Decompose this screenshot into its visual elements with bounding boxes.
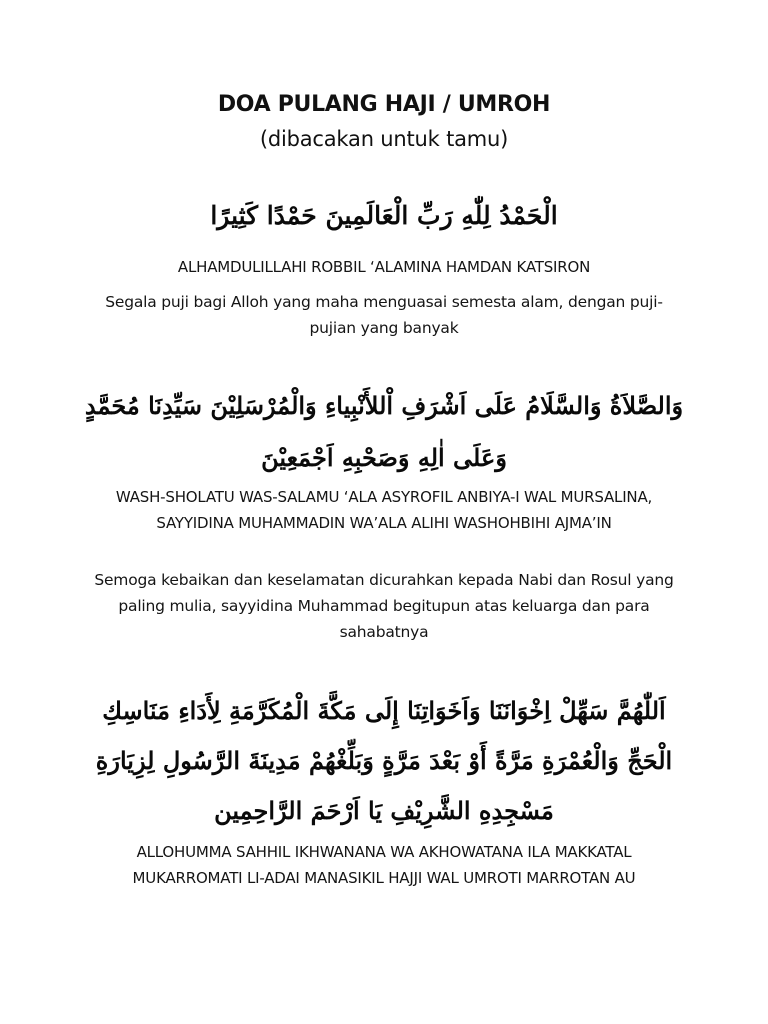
arabic-text-doa: اَللّٰهُمَّ سَهِّلْ اِخْوَانَنَا وَاَخَوَاتِنَا إِلَى مَكَّةَ الْمُكَرَّمَةِ لِأَدَاءِ مَنَاسِكِ الْحَجِّ وَالْعُمْرَةِ مَرَّةً أَوْ بَعْدَ مَرَّةٍ وَبَلِّغْهُمْ مَدِينَةَ الرَّسُولِ لِزِيَارَةِ مَسْجِدِهِ الشَّرِيْفِ يَا اَرْحَمَ الرَّاحِمِين <box>95 696 673 825</box>
transliteration-sholawat: WASH-SHOLATU WAS-SALAMU ‘ALA ASYROFIL ANBIYA-I WAL MURSALINA, SAYYIDINA MUHAMMADIN WA’ALA ALIHI WASHOHBIHI AJMA’IN <box>115 488 653 532</box>
arabic-text-hamdalah: الْحَمْدُ لِلّٰهِ رَبِّ الْعَالَمِينَ حَمْدًا كَثِيرًا <box>210 201 558 230</box>
page-subtitle: (dibacakan untuk tamu) <box>259 127 509 151</box>
arabic-text-sholawat: وَالصَّلاَةُ وَالسَّلَامُ عَلَى اَشْرَفِ اْللأَنْبِياءِ وَالْمُرْسَلِيْنَ سَيِّدِنَا مُحَمَّدٍ وَعَلَى اٰلِهِ وَصَحْبِهِ اَجْمَعِيْنَ <box>84 391 684 472</box>
page-title: DOA PULANG HAJI / UMROH <box>217 92 551 117</box>
transliteration-doa: ALLOHUMMA SAHHIL IKHWANANA WA AKHOWATANA ILA MAKKATAL MUKARROMATI LI-ADAI MANASIKIL HAJJI WAL UMROTI MARROTAN AU <box>132 843 636 887</box>
transliteration-hamdalah: ALHAMDULILLAHI ROBBIL ‘ALAMINA HAMDAN KATSIRON <box>177 258 591 276</box>
translation-sholawat: Semoga kebaikan dan keselamatan dicurahkan kepada Nabi dan Rosul yang paling mulia, sayyidina Muhammad begitupun atas keluarga dan para sahabatnya <box>94 571 674 641</box>
translation-hamdalah: Segala puji bagi Alloh yang maha menguasai semesta alam, dengan puji-pujian yang banyak <box>105 293 663 337</box>
